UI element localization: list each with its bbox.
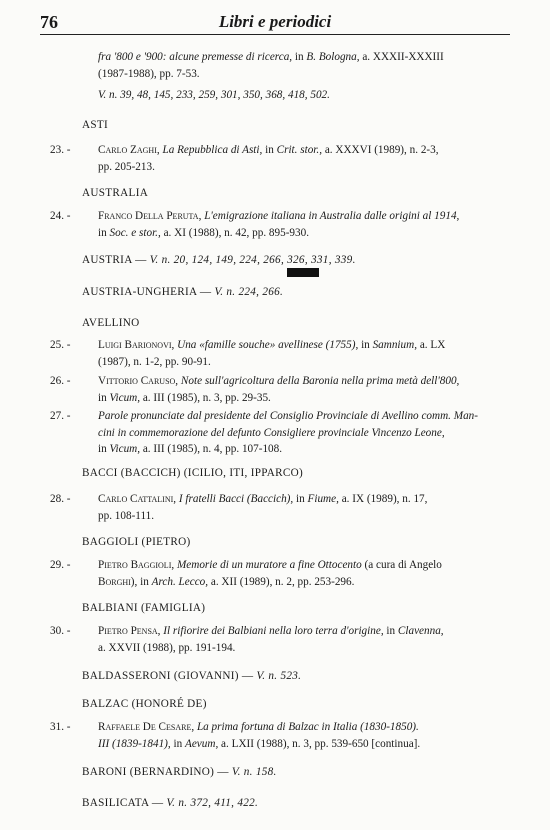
subject-heading: BAGGIOLI (PIETRO) — [82, 536, 191, 548]
ink-blot — [287, 268, 319, 277]
subject-heading: AUSTRALIA — [82, 187, 149, 199]
page-number: 76 — [40, 12, 58, 32]
subject-xref-line: BARONI (BERNARDINO) — V. n. 158. — [82, 766, 277, 778]
subject-heading: ASTI — [82, 119, 109, 131]
subject-heading: BALBIANI (FAMIGLIA) — [82, 602, 206, 614]
subject-xref-line: AUSTRIA — V. n. 20, 124, 149, 224, 266, 326, 331, 339. — [82, 254, 356, 266]
subject-xref-line: BALDASSERONI (GIOVANNI) — V. n. 523. — [82, 670, 302, 682]
subject-heading: BALZAC (HONORÉ DE) — [82, 698, 207, 710]
subject-xref-line: BASILICATA — V. n. 372, 411, 422. — [82, 797, 259, 809]
continued-entry: fra '800 e '900: alcune premesse di ricerca, in B. Bologna, a. XXXII-XXXIII (1987-1988), pp. 7-53. — [98, 51, 444, 80]
subject-heading: AVELLINO — [82, 317, 140, 329]
page-header — [40, 10, 510, 34]
continued-xref: V. n. 39, 48, 145, 233, 259, 301, 350, 368, 418, 502. — [98, 89, 330, 101]
subject-xref-line: AUSTRIA-UNGHERIA — V. n. 224, 266. — [82, 286, 284, 298]
header-rule — [40, 34, 510, 35]
subject-heading: BACCI (BACCICH) (ICILIO, ITI, IPPARCO) — [82, 467, 304, 479]
running-title: Libri e periodici — [218, 12, 332, 31]
